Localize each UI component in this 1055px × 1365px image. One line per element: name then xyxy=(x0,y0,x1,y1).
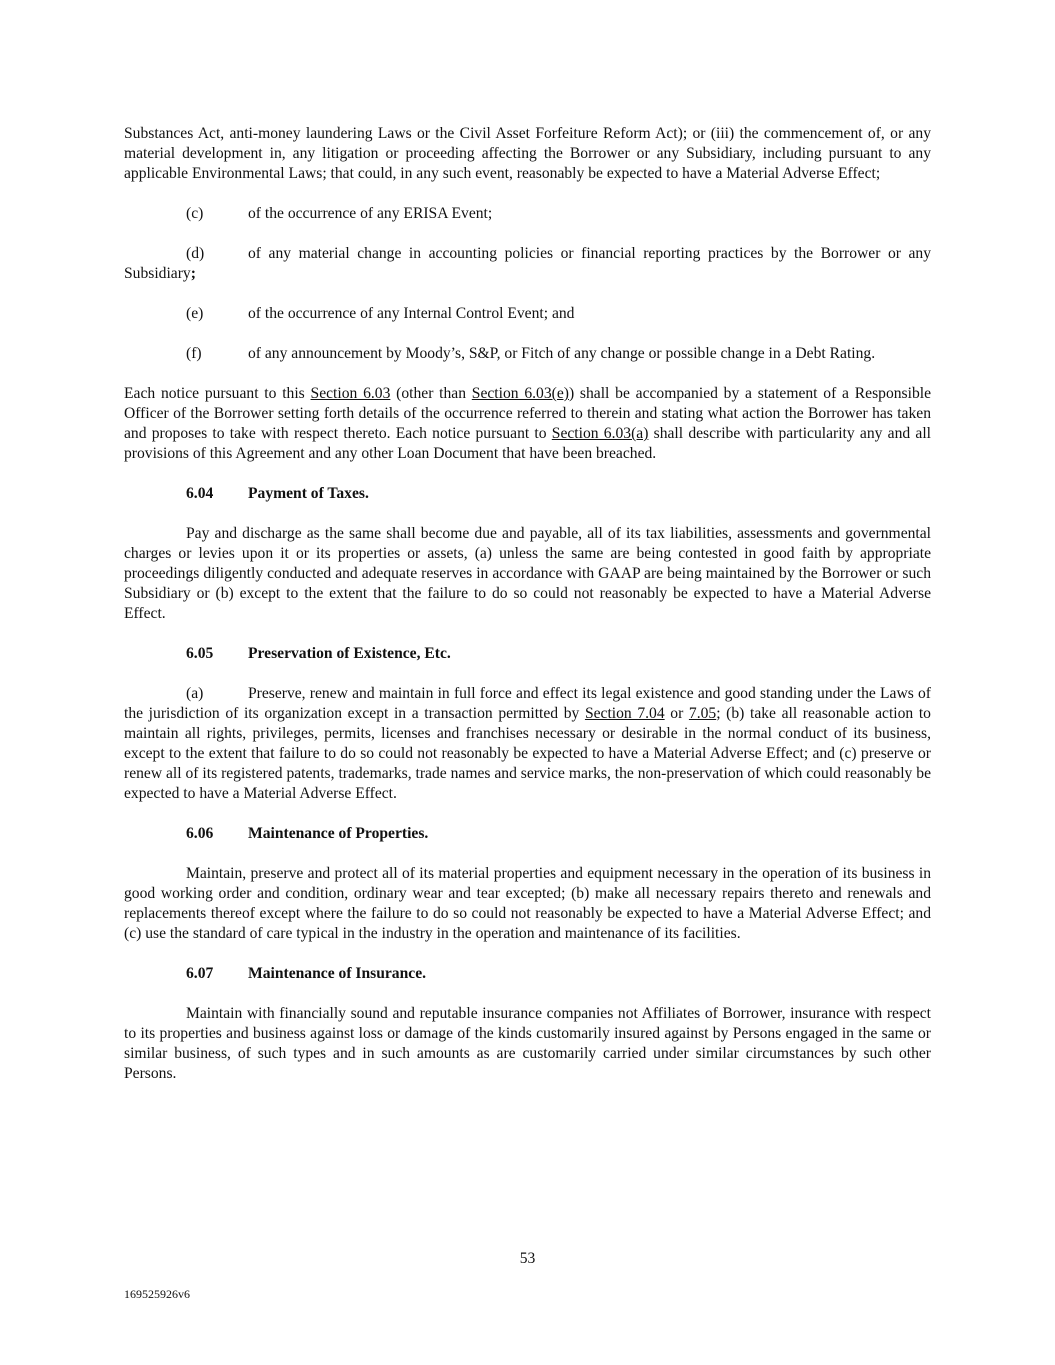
section-body-6-06: Maintain, preserve and protect all of its material properties and equipment necessary in the operation of its business in good working order and condition, ordinary wear and tear excepted; (b) make all necessary repairs thereto and renewals and replacements thereof except where the failure to do so could not reasonably be expected to have a Material Adverse Effect; and (c) use the standard of care typical in the industry in the operation and maintenance of its facilities. xyxy=(124,865,931,942)
section-body-6-07: Maintain with financially sound and reputable insurance companies not Affiliates of Borrower, insurance with respect to its properties and business against loss or damage of the kinds customarily insured against by Persons engaged in the same or similar business, of such types and in such amounts as are customarily carried under similar circumstances by such other Persons. xyxy=(124,1005,931,1082)
intro-paragraph: Substances Act, anti-money laundering Laws or the Civil Asset Forfeiture Reform Act); or (iii) the commencement of, or any material development in, any litigation or proceeding affecting the Borrower or any Subsidiary, including pursuant to any applicable Environmental Laws; that could, in any such event, reasonably be expected to have a Material Adverse Effect; xyxy=(124,125,931,182)
item-text: of any announcement by Moody’s, S&P, or Fitch of any change or possible change in a Debt Rating. xyxy=(248,345,876,362)
section-heading-6-05 xyxy=(124,644,931,664)
body-text: or xyxy=(664,705,689,722)
section-number: 6.05 xyxy=(186,645,214,662)
section-link[interactable]: Section 6.03(e) xyxy=(471,385,569,402)
body-text: Preserve, renew and maintain in full force and effect its legal existence and good standing under the Laws of the jurisdiction of its organization except in a transaction permitted by xyxy=(124,685,931,722)
section-title: Maintenance of Properties. xyxy=(248,825,429,842)
notice-text: (other than xyxy=(390,385,472,402)
section-body-6-05 xyxy=(124,684,931,804)
document-id: 169525926v6 xyxy=(124,1287,190,1301)
item-text: of any material change in accounting policies or financial reporting practices by the Borrower or any Subsidiary xyxy=(124,245,931,282)
item-label: (c) xyxy=(186,205,204,222)
list-item-c xyxy=(124,204,931,224)
section-link[interactable]: 7.05 xyxy=(688,705,717,722)
section-heading-6-07 xyxy=(124,964,931,984)
body-text: ; (b) take all reasonable action to maintain all rights, privileges, permits, licenses and franchises necessary or desirable in the normal conduct of its business, except to the extent that failure to do so could not reasonably be expected to have a Material Adverse Effect; and (c) preserve or renew all of its registered patents, trademarks, trade names and service marks, the non-preservation of which could reasonably be expected to have a Material Adverse Effect. xyxy=(124,705,931,802)
section-number: 6.06 xyxy=(186,825,214,842)
item-trail: ; xyxy=(190,265,196,282)
item-label: (a) xyxy=(186,685,204,702)
section-link[interactable]: Section 7.04 xyxy=(584,705,665,722)
section-heading-6-04 xyxy=(124,484,931,504)
document-page xyxy=(124,124,931,1084)
item-label: (d) xyxy=(186,245,205,262)
list-item-e xyxy=(124,304,931,324)
notice-text: ) shall be accompanied by a statement of a Responsible Officer of the Borrower setting forth details of the occurrence referred to therein and stating what action the Borrower has taken and proposes to take with respect thereto. Each notice pursuant to xyxy=(124,385,931,442)
section-body-6-04: Pay and discharge as the same shall become due and payable, all of its tax liabilities, assessments and governmental charges or levies upon it or its properties or assets, (a) unless the same are being contested in good faith by appropriate proceedings diligently conducted and adequate reserves in accordance with GAAP are being maintained by the Borrower or such Subsidiary or (b) except to the extent that the failure to do so could not reasonably be expected to have a Material Adverse Effect. xyxy=(124,525,931,622)
section-link[interactable]: Section 6.03 xyxy=(310,385,391,402)
section-number: 6.04 xyxy=(186,485,214,502)
list-item-d xyxy=(124,244,931,284)
item-text: of the occurrence of any Internal Control Event; and xyxy=(248,305,575,322)
section-title: Maintenance of Insurance. xyxy=(248,965,427,982)
notice-paragraph xyxy=(124,384,931,464)
notice-text: Each notice pursuant to this xyxy=(124,385,311,402)
item-label: (e) xyxy=(186,305,204,322)
page-number: 53 xyxy=(519,1250,536,1267)
section-title: Payment of Taxes. xyxy=(248,485,369,502)
section-heading-6-06 xyxy=(124,824,931,844)
section-title: Preservation of Existence, Etc. xyxy=(248,645,451,662)
list-item-f xyxy=(124,344,931,364)
section-link[interactable]: Section 6.03(a) xyxy=(551,425,649,442)
section-number: 6.07 xyxy=(186,965,214,982)
item-label: (f) xyxy=(186,345,202,362)
notice-text: shall describe with particularity any and all provisions of this Agreement and any other Loan Document that have been breached. xyxy=(124,425,931,462)
item-text: of the occurrence of any ERISA Event; xyxy=(248,205,493,222)
